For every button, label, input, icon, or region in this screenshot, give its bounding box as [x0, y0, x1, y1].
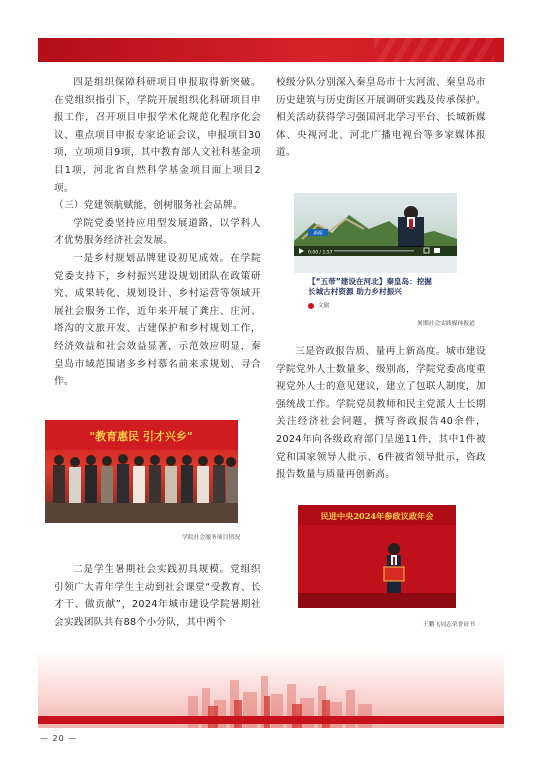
paragraph-summer-practice: 二是学生暑期社会实践初具规模。党组织引领广大青年学生主动到社会课堂“受教育、长才干、做贡献”，2024年城市建设学院暑期社会实践团队共有88个小分队，其中两个 — [54, 564, 261, 628]
video-news-tag: 新闻 — [313, 231, 323, 237]
section-heading: （三）党建领航赋能，创树服务社会品牌。 — [54, 200, 243, 212]
video-timecode: 0:00 / 1:57 — [308, 250, 333, 256]
award-photo — [298, 505, 456, 608]
media-photo-caption: 暑期社会实践媒体报道 — [417, 321, 475, 327]
group-photo-image — [45, 420, 238, 523]
volume-icon[interactable] — [434, 248, 440, 253]
header-banner-pattern — [374, 38, 494, 62]
right-text-column — [276, 74, 486, 162]
award-photo-caption: 王鹏飞同志荣誉证书 — [422, 622, 475, 628]
page-number: — 20 — — [40, 734, 78, 743]
left-column-continued — [54, 561, 261, 631]
right-column-continued — [276, 343, 486, 484]
video-screenshot — [294, 193, 457, 273]
video-headline-line1: 【“五带”建设在河北】秦皇岛：挖掘 — [308, 277, 432, 286]
video-source-label: 文旅 — [317, 303, 330, 309]
award-banner-text: 民进中央2024年参政议政年会 — [320, 511, 434, 521]
group-photo-caption: 学院社会服务项目情况 — [182, 535, 240, 541]
group-photo — [45, 420, 238, 523]
paragraph-research-projects: 四是组织保障科研项目申报取得新突破。在党组织指引下，学院开展组织化科研项目申报工作，召开项目申报学术化规范化程序化会议、重点项目申报专家论证会议，申报项目30项，立项项目9项，其中教育部人文社科基金项目1项，河北省自然科学基金项目面上项目2项。 — [54, 77, 261, 194]
paragraph-rural-planning: 一是乡村规划品牌建设初见成效。在学院党委支持下，乡村振兴建设规划团队在政策研究、成果转化、规划设计、乡村运营等领域开展社会服务工作，近年来开展了龚庄、庄河、塔沟的文旅开发、古建保护和乡村规划工作，经济效益和社会效益显著，示范效应明显，秦皇岛市域范围诸多乡村慕名前来求规划、寻合作。 — [54, 252, 261, 388]
video-headline — [308, 277, 478, 297]
paragraph-policy-reports: 三是咨政报告质、量再上新高度。城市建设学院党外人士数量多、级别高，学院党委高度重视党外人士的意见建议，建立了包联人制度，加强统战工作。学院党员教师和民主党派人士长期关注经济社会问题，撰写咨政报告40余件，2024年向各级政府部门呈递11件，其中1件被党和国家领导人批示、6件被省领导批示，咨政报告数量与质量再创新高。 — [276, 346, 486, 481]
video-frame-image — [294, 193, 457, 273]
paragraph-media-coverage: 校级分队分别深入秦皇岛市十大河流、秦皇岛市历史建筑与历史街区开展调研实践及传承保护。相关活动获得学习强国河北学习平台、长城新媒体、央视河北、河北广播电视台等多家媒体报道。 — [276, 77, 486, 159]
photo-banner-text: "教育惠民 引才兴乡" — [89, 430, 193, 443]
paragraph-service-intro: 学院党委坚持应用型发展道路，以学科人才优势服务经济社会发展。 — [54, 217, 261, 247]
left-text-column — [54, 74, 261, 391]
header-red-banner — [38, 38, 504, 62]
footer-red-strip — [38, 716, 504, 724]
video-source — [308, 300, 329, 309]
video-source-icon — [308, 303, 314, 309]
video-headline-line2: 长城古村资源 助力乡村振兴 — [308, 287, 402, 296]
award-photo-image — [298, 505, 456, 608]
